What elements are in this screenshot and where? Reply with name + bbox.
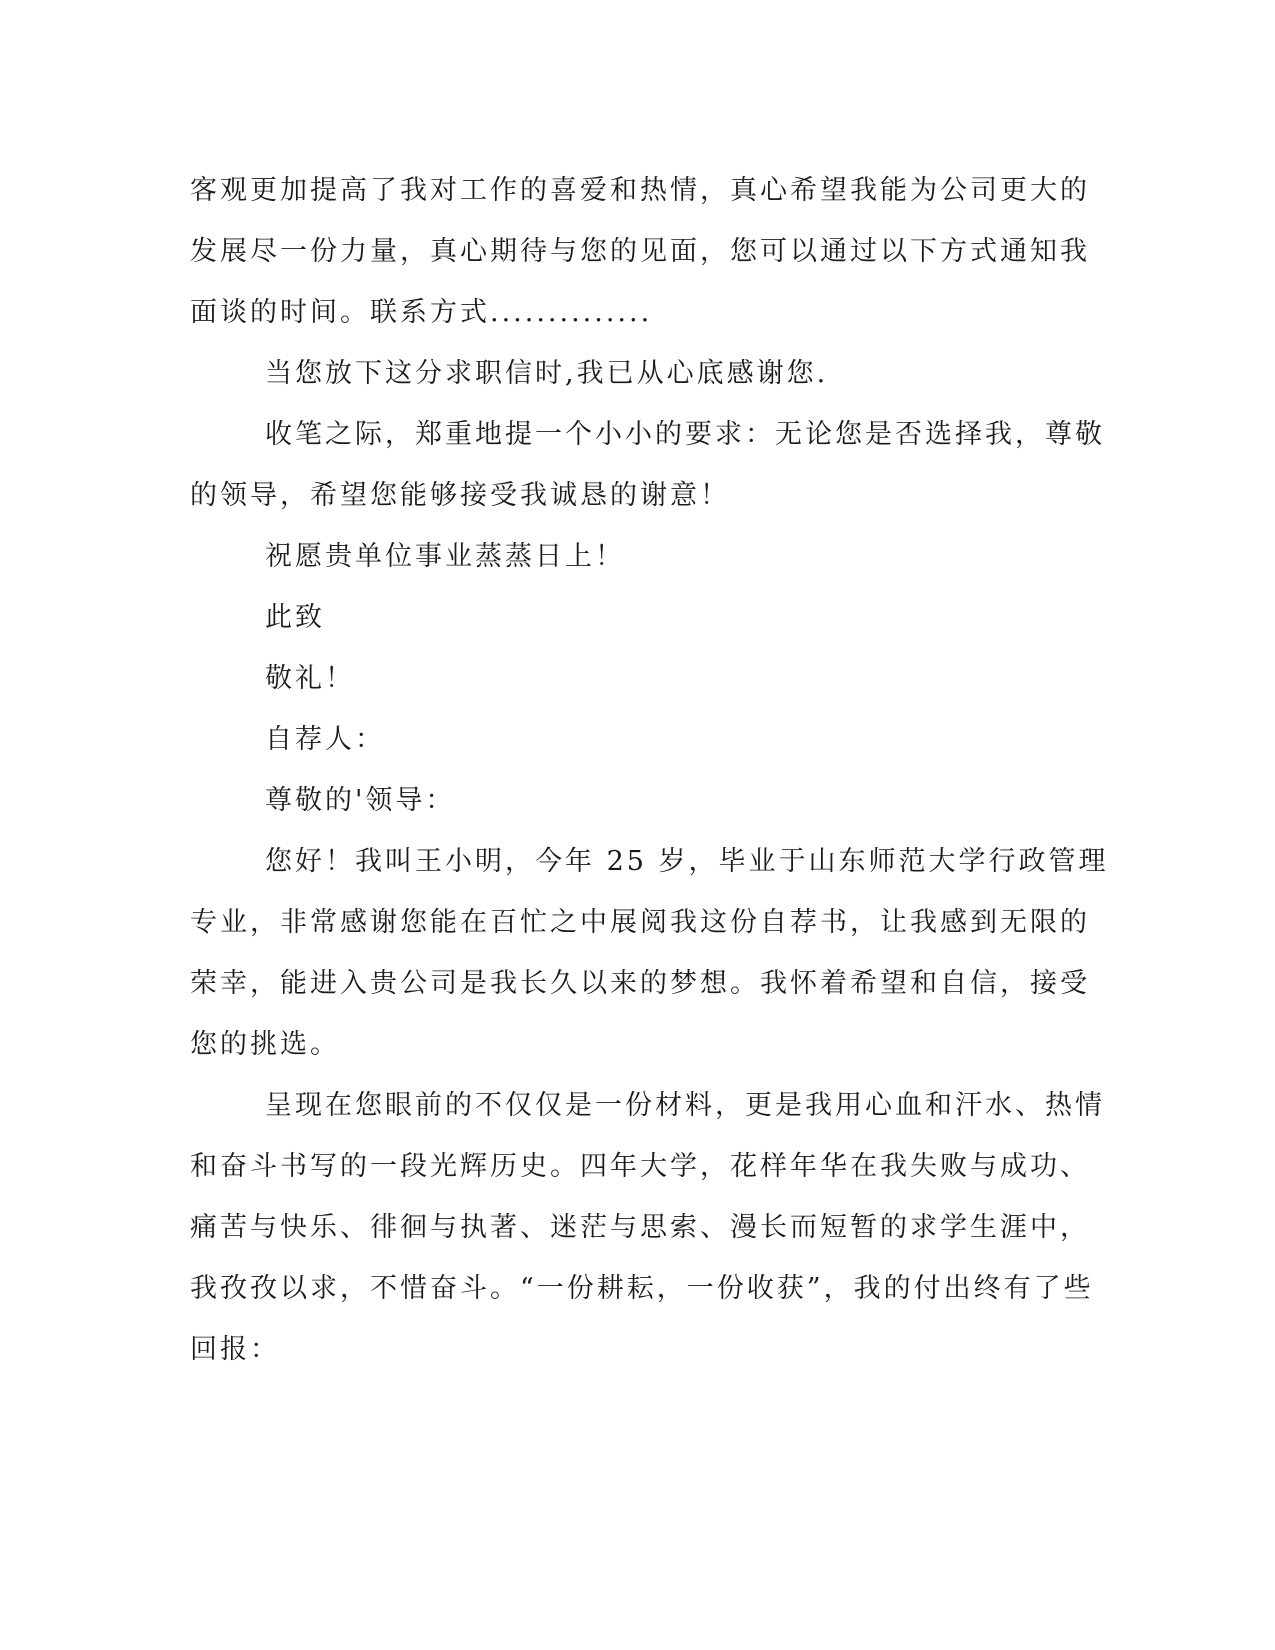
closing-salutation: 此致	[265, 602, 325, 633]
text-line: 祝愿贵单位事业蒸蒸日上！	[265, 541, 625, 572]
text-line: 客观更加提高了我对工作的喜爱和热情，真心希望我能为公司更大的	[190, 175, 1090, 206]
text-line: 痛苦与快乐、徘徊与执著、迷茫与思索、漫长而短暂的求学生涯中，	[190, 1212, 1090, 1243]
text-line: 呈现在您眼前的不仅仅是一份材料，更是我用心血和汗水、热情	[265, 1090, 1105, 1121]
text-line: 发展尽一份力量，真心期待与您的见面，您可以通过以下方式通知我	[190, 236, 1090, 267]
text-line: 收笔之际，郑重地提一个小小的要求：无论您是否选择我，尊敬	[265, 419, 1105, 450]
signature-label: 自荐人：	[265, 724, 385, 755]
greeting-line: 尊敬的'领导：	[265, 785, 456, 816]
closing-regards: 敬礼！	[265, 663, 355, 694]
text-line: 面谈的时间。联系方式..............	[190, 297, 653, 328]
text-line: 您好！我叫王小明，今年 25 岁，毕业于山东师范大学行政管理	[265, 846, 1109, 877]
text-line: 当您放下这分求职信时,我已从心底感谢您.	[265, 358, 829, 389]
text-line: 和奋斗书写的一段光辉历史。四年大学，花样年华在我失败与成功、	[190, 1151, 1090, 1182]
text-line: 我孜孜以求，不惜奋斗。“一份耕耘，一份收获”，我的付出终有了些	[190, 1273, 1094, 1304]
letter-body	[190, 160, 1109, 1380]
text-line: 回报：	[190, 1334, 280, 1365]
text-line: 的领导，希望您能够接受我诚恳的谢意！	[190, 480, 730, 511]
text-line: 您的挑选。	[190, 1029, 340, 1060]
text-line: 专业，非常感谢您能在百忙之中展阅我这份自荐书，让我感到无限的	[190, 907, 1090, 938]
text-line: 荣幸，能进入贵公司是我长久以来的梦想。我怀着希望和自信，接受	[190, 968, 1090, 999]
